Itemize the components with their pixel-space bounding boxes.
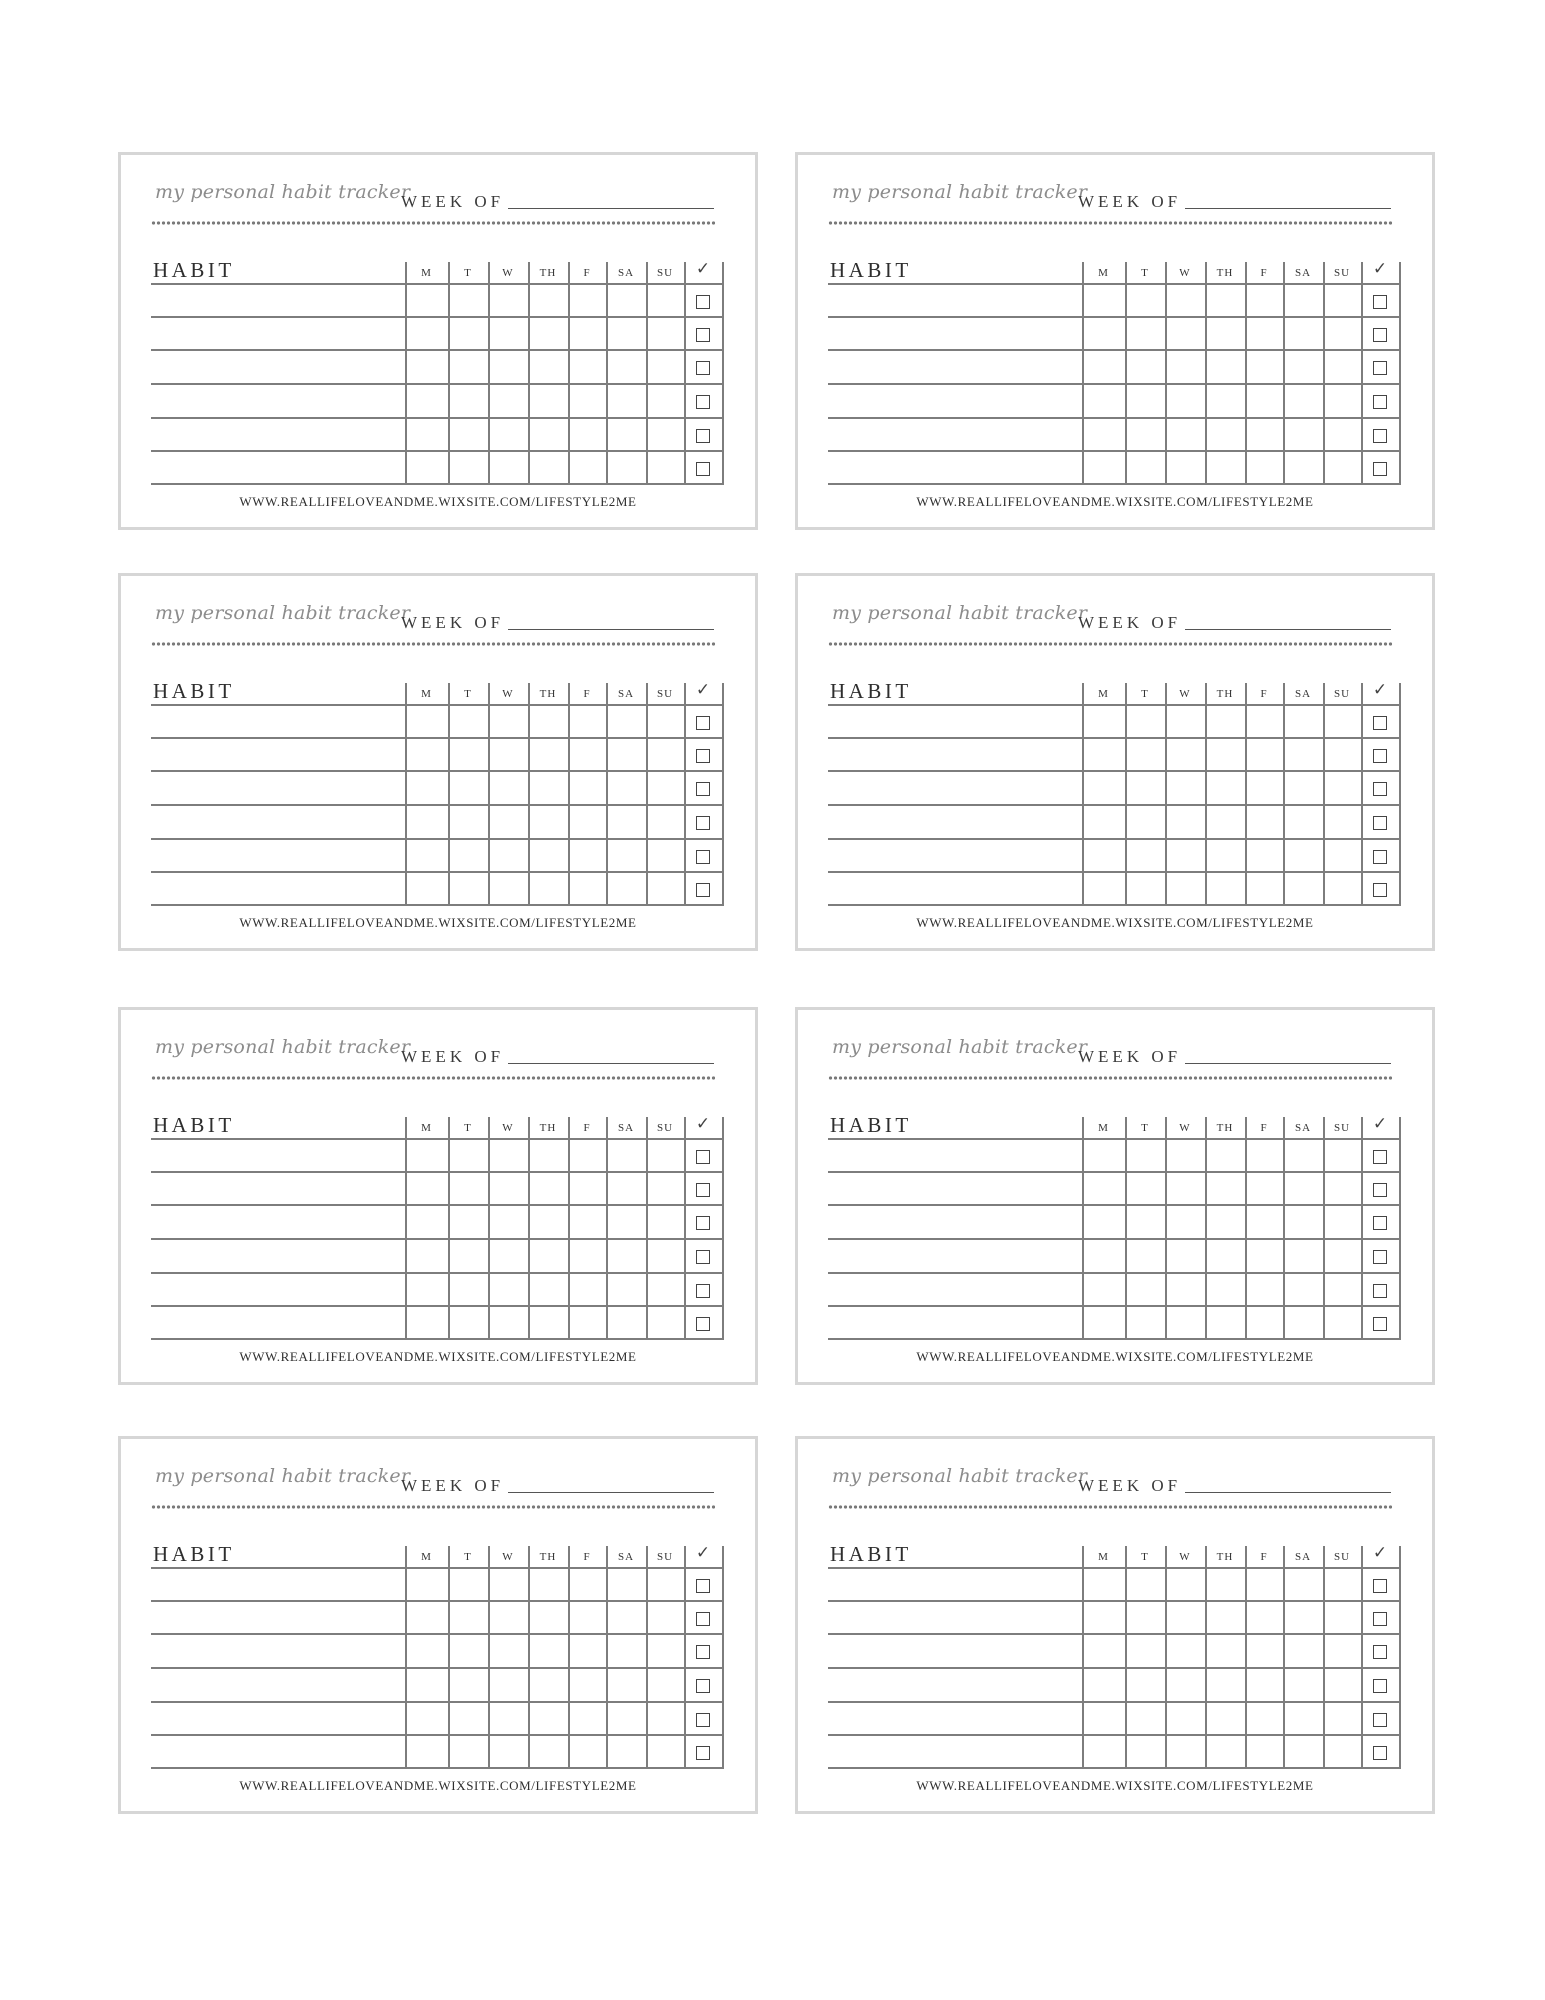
- day-header-w: W: [502, 688, 514, 700]
- grid-column-line: [1283, 262, 1285, 485]
- grid-column-line: [488, 1546, 490, 1769]
- week-of-field[interactable]: [508, 629, 714, 630]
- grid-column-line: [1245, 262, 1247, 485]
- day-header-th: TH: [1216, 1122, 1234, 1134]
- card-title: my personal habit tracker: [832, 602, 1088, 624]
- week-of-label: WEEK OF: [401, 192, 505, 211]
- grid-column-line: [1399, 1117, 1401, 1340]
- day-header-t: T: [1141, 1551, 1149, 1563]
- habit-tracker-card: [795, 573, 1435, 951]
- day-header-t: T: [464, 1551, 472, 1563]
- habit-row-line[interactable]: [151, 1305, 722, 1307]
- day-header-w: W: [502, 1551, 514, 1563]
- grid-column-line: [1283, 1546, 1285, 1769]
- website-url: WWW.REALLIFELOVEANDME.WIXSITE.COM/LIFESTYLE2ME: [916, 494, 1314, 509]
- day-header-m: M: [1098, 688, 1109, 700]
- dotted-divider: [151, 1076, 715, 1080]
- grid-column-line: [1399, 683, 1401, 906]
- grid-column-line: [1125, 1546, 1127, 1769]
- grid-column-line: [405, 683, 407, 906]
- habit-row-line[interactable]: [151, 770, 722, 772]
- done-checkbox[interactable]: [696, 1645, 710, 1659]
- day-header-w: W: [1179, 688, 1191, 700]
- header-rule: [828, 1138, 1399, 1140]
- habit-row-line[interactable]: [828, 770, 1399, 772]
- week-of-field[interactable]: [1185, 1063, 1391, 1064]
- grid-column-line: [1082, 1546, 1084, 1769]
- grid-column-line: [1245, 1546, 1247, 1769]
- done-checkbox[interactable]: [1373, 429, 1387, 443]
- grid-column-line: [722, 683, 724, 906]
- habit-tracker-card: [118, 1007, 758, 1385]
- done-checkbox[interactable]: [1373, 1250, 1387, 1264]
- day-header-su: SU: [656, 1122, 674, 1134]
- week-of-field[interactable]: [508, 1492, 714, 1493]
- grid-column-line: [1082, 683, 1084, 906]
- habit-row-line[interactable]: [828, 871, 1399, 873]
- day-header-f: F: [583, 1122, 591, 1134]
- done-checkbox[interactable]: [1373, 1612, 1387, 1626]
- website-url: WWW.REALLIFELOVEANDME.WIXSITE.COM/LIFESTYLE2ME: [239, 1778, 637, 1793]
- habit-column-header: HABIT: [830, 1542, 912, 1566]
- header-rule: [828, 283, 1399, 285]
- done-checkbox[interactable]: [696, 1317, 710, 1331]
- week-of-label: WEEK OF: [401, 613, 505, 632]
- day-header-w: W: [1179, 1122, 1191, 1134]
- grid-column-line: [1082, 1117, 1084, 1340]
- done-checkbox[interactable]: [696, 1713, 710, 1727]
- dotted-divider: [828, 642, 1392, 646]
- done-checkbox[interactable]: [696, 1284, 710, 1298]
- grid-column-line: [1361, 683, 1363, 906]
- done-checkbox[interactable]: [696, 1746, 710, 1760]
- grid-column-line: [1165, 262, 1167, 485]
- dotted-divider: [828, 1076, 1392, 1080]
- done-checkbox[interactable]: [696, 462, 710, 476]
- website-url: WWW.REALLIFELOVEANDME.WIXSITE.COM/LIFESTYLE2ME: [239, 494, 637, 509]
- done-checkbox[interactable]: [696, 816, 710, 830]
- done-checkbox[interactable]: [696, 716, 710, 730]
- done-checkbox[interactable]: [1373, 1746, 1387, 1760]
- habit-row-line[interactable]: [828, 838, 1399, 840]
- dotted-divider: [151, 221, 715, 225]
- day-header-w: W: [502, 267, 514, 279]
- day-header-su: SU: [656, 1551, 674, 1563]
- grid-column-line: [1082, 262, 1084, 485]
- done-checkbox[interactable]: [1373, 749, 1387, 763]
- week-of-label: WEEK OF: [1078, 613, 1182, 632]
- habit-row-line[interactable]: [828, 1667, 1399, 1669]
- card-title: my personal habit tracker: [832, 1036, 1088, 1058]
- card-title: my personal habit tracker: [155, 602, 411, 624]
- grid-column-line: [1205, 1117, 1207, 1340]
- day-header-sa: SA: [617, 1122, 635, 1134]
- grid-column-line: [1205, 262, 1207, 485]
- grid-column-line: [646, 683, 648, 906]
- habit-row-line[interactable]: [151, 1600, 722, 1602]
- day-header-th: TH: [1216, 267, 1234, 279]
- day-header-w: W: [502, 1122, 514, 1134]
- done-checkbox[interactable]: [1373, 462, 1387, 476]
- done-checkbox[interactable]: [1373, 1284, 1387, 1298]
- done-checkbox[interactable]: [1373, 1216, 1387, 1230]
- grid-column-line: [1283, 1117, 1285, 1340]
- day-header-th: TH: [539, 688, 557, 700]
- done-checkbox[interactable]: [696, 1250, 710, 1264]
- day-header-f: F: [583, 267, 591, 279]
- done-checkbox[interactable]: [1373, 328, 1387, 342]
- done-checkbox[interactable]: [696, 395, 710, 409]
- grid-column-line: [1361, 1117, 1363, 1340]
- habit-row-line[interactable]: [828, 316, 1399, 318]
- day-header-m: M: [1098, 267, 1109, 279]
- day-header-w: W: [1179, 267, 1191, 279]
- grid-column-line: [1323, 1546, 1325, 1769]
- website-url: WWW.REALLIFELOVEANDME.WIXSITE.COM/LIFESTYLE2ME: [239, 915, 637, 930]
- habit-row-line[interactable]: [828, 349, 1399, 351]
- day-header-sa: SA: [617, 688, 635, 700]
- week-of-label: WEEK OF: [1078, 1047, 1182, 1066]
- day-header-sa: SA: [1294, 1551, 1312, 1563]
- dotted-divider: [828, 221, 1392, 225]
- habit-row-line[interactable]: [151, 1272, 722, 1274]
- done-checkbox[interactable]: [1373, 716, 1387, 730]
- grid-column-line: [606, 1546, 608, 1769]
- day-header-f: F: [1260, 688, 1268, 700]
- day-header-f: F: [1260, 267, 1268, 279]
- day-header-th: TH: [539, 1551, 557, 1563]
- day-header-f: F: [1260, 1551, 1268, 1563]
- habit-row-line[interactable]: [828, 1238, 1399, 1240]
- habit-tracker-card: [118, 1436, 758, 1814]
- card-title: my personal habit tracker: [155, 181, 411, 203]
- day-header-sa: SA: [1294, 267, 1312, 279]
- header-rule: [828, 1567, 1399, 1569]
- grid-column-line: [405, 1546, 407, 1769]
- done-column-header-icon: ✓: [695, 259, 711, 279]
- day-header-t: T: [464, 1122, 472, 1134]
- day-header-su: SU: [1333, 688, 1351, 700]
- grid-column-line: [528, 1117, 530, 1340]
- habit-row-line[interactable]: [151, 1701, 722, 1703]
- grid-column-line: [722, 1546, 724, 1769]
- done-checkbox[interactable]: [696, 361, 710, 375]
- habit-column-header: HABIT: [153, 1113, 235, 1137]
- week-of-field[interactable]: [508, 1063, 714, 1064]
- habit-row-line[interactable]: [828, 1305, 1399, 1307]
- habit-row-line[interactable]: [151, 1338, 722, 1340]
- grid-column-line: [1165, 683, 1167, 906]
- day-header-m: M: [421, 1551, 432, 1563]
- grid-column-line: [646, 1546, 648, 1769]
- habit-tracker-card: [795, 152, 1435, 530]
- habit-row-line[interactable]: [828, 1734, 1399, 1736]
- day-header-t: T: [1141, 267, 1149, 279]
- week-of-field[interactable]: [1185, 1492, 1391, 1493]
- header-rule: [151, 1567, 722, 1569]
- habit-column-header: HABIT: [830, 1113, 912, 1137]
- habit-row-line[interactable]: [151, 1204, 722, 1206]
- grid-column-line: [568, 1546, 570, 1769]
- grid-column-line: [448, 1546, 450, 1769]
- grid-column-line: [1165, 1117, 1167, 1340]
- grid-column-line: [528, 262, 530, 485]
- grid-column-line: [1323, 1117, 1325, 1340]
- done-checkbox[interactable]: [1373, 782, 1387, 796]
- done-checkbox[interactable]: [1373, 1183, 1387, 1197]
- grid-column-line: [488, 262, 490, 485]
- grid-column-line: [1125, 1117, 1127, 1340]
- grid-column-line: [646, 1117, 648, 1340]
- day-header-t: T: [1141, 688, 1149, 700]
- grid-column-line: [528, 683, 530, 906]
- habit-row-line[interactable]: [828, 383, 1399, 385]
- day-header-f: F: [583, 1551, 591, 1563]
- grid-column-line: [528, 1546, 530, 1769]
- done-checkbox[interactable]: [1373, 816, 1387, 830]
- grid-column-line: [1323, 683, 1325, 906]
- day-header-su: SU: [1333, 1122, 1351, 1134]
- grid-column-line: [684, 683, 686, 906]
- card-title: my personal habit tracker: [155, 1465, 411, 1487]
- day-header-su: SU: [656, 688, 674, 700]
- grid-column-line: [606, 262, 608, 485]
- dotted-divider: [151, 642, 715, 646]
- grid-column-line: [606, 1117, 608, 1340]
- habit-row-line[interactable]: [828, 1338, 1399, 1340]
- website-url: WWW.REALLIFELOVEANDME.WIXSITE.COM/LIFESTYLE2ME: [916, 1349, 1314, 1364]
- week-of-label: WEEK OF: [1078, 1476, 1182, 1495]
- day-header-th: TH: [539, 267, 557, 279]
- header-rule: [151, 283, 722, 285]
- habit-row-line[interactable]: [828, 1633, 1399, 1635]
- card-title: my personal habit tracker: [832, 1465, 1088, 1487]
- day-header-sa: SA: [617, 267, 635, 279]
- done-checkbox[interactable]: [1373, 361, 1387, 375]
- grid-column-line: [488, 683, 490, 906]
- day-header-su: SU: [656, 267, 674, 279]
- day-header-t: T: [464, 688, 472, 700]
- grid-column-line: [1205, 683, 1207, 906]
- day-header-f: F: [1260, 1122, 1268, 1134]
- habit-tracker-card: [118, 152, 758, 530]
- habit-tracker-card: [795, 1007, 1435, 1385]
- done-checkbox[interactable]: [696, 295, 710, 309]
- grid-column-line: [684, 262, 686, 485]
- card-title: my personal habit tracker: [832, 181, 1088, 203]
- grid-column-line: [1323, 262, 1325, 485]
- day-header-t: T: [1141, 1122, 1149, 1134]
- grid-column-line: [1361, 1546, 1363, 1769]
- day-header-f: F: [583, 688, 591, 700]
- done-column-header-icon: ✓: [1372, 259, 1388, 279]
- day-header-sa: SA: [1294, 688, 1312, 700]
- habit-row-line[interactable]: [828, 1272, 1399, 1274]
- grid-column-line: [1245, 1117, 1247, 1340]
- habit-column-header: HABIT: [830, 258, 912, 282]
- done-column-header-icon: ✓: [1372, 1114, 1388, 1134]
- habit-row-line[interactable]: [151, 450, 722, 452]
- habit-row-line[interactable]: [151, 737, 722, 739]
- week-of-label: WEEK OF: [1078, 192, 1182, 211]
- habit-row-line[interactable]: [151, 1734, 722, 1736]
- habit-row-line[interactable]: [828, 904, 1399, 906]
- done-checkbox[interactable]: [1373, 395, 1387, 409]
- week-of-label: WEEK OF: [401, 1047, 505, 1066]
- habit-row-line[interactable]: [828, 1171, 1399, 1173]
- done-checkbox[interactable]: [1373, 1317, 1387, 1331]
- grid-column-line: [684, 1546, 686, 1769]
- grid-column-line: [448, 262, 450, 485]
- day-header-m: M: [421, 688, 432, 700]
- done-checkbox[interactable]: [696, 1183, 710, 1197]
- grid-column-line: [1399, 262, 1401, 485]
- habit-tracker-card: [795, 1436, 1435, 1814]
- grid-column-line: [1205, 1546, 1207, 1769]
- habit-row-line[interactable]: [151, 838, 722, 840]
- habit-row-line[interactable]: [828, 1767, 1399, 1769]
- habit-row-line[interactable]: [828, 1204, 1399, 1206]
- day-header-m: M: [421, 1122, 432, 1134]
- habit-row-line[interactable]: [151, 316, 722, 318]
- habit-row-line[interactable]: [151, 349, 722, 351]
- habit-row-line[interactable]: [828, 417, 1399, 419]
- header-rule: [151, 1138, 722, 1140]
- day-header-w: W: [1179, 1551, 1191, 1563]
- done-column-header-icon: ✓: [695, 680, 711, 700]
- grid-column-line: [722, 262, 724, 485]
- done-checkbox[interactable]: [1373, 295, 1387, 309]
- grid-column-line: [568, 1117, 570, 1340]
- grid-column-line: [488, 1117, 490, 1340]
- habit-row-line[interactable]: [151, 1667, 722, 1669]
- day-header-th: TH: [1216, 688, 1234, 700]
- done-checkbox[interactable]: [1373, 1679, 1387, 1693]
- day-header-m: M: [1098, 1122, 1109, 1134]
- header-rule: [828, 704, 1399, 706]
- grid-column-line: [448, 1117, 450, 1340]
- habit-column-header: HABIT: [153, 679, 235, 703]
- done-column-header-icon: ✓: [695, 1543, 711, 1563]
- done-checkbox[interactable]: [1373, 1150, 1387, 1164]
- grid-column-line: [1245, 683, 1247, 906]
- card-title: my personal habit tracker: [155, 1036, 411, 1058]
- day-header-t: T: [464, 267, 472, 279]
- header-rule: [151, 704, 722, 706]
- done-checkbox[interactable]: [696, 850, 710, 864]
- done-checkbox[interactable]: [1373, 1713, 1387, 1727]
- done-column-header-icon: ✓: [1372, 680, 1388, 700]
- website-url: WWW.REALLIFELOVEANDME.WIXSITE.COM/LIFESTYLE2ME: [916, 915, 1314, 930]
- day-header-sa: SA: [1294, 1122, 1312, 1134]
- habit-column-header: HABIT: [153, 258, 235, 282]
- day-header-sa: SA: [617, 1551, 635, 1563]
- day-header-th: TH: [1216, 1551, 1234, 1563]
- done-column-header-icon: ✓: [1372, 1543, 1388, 1563]
- grid-column-line: [722, 1117, 724, 1340]
- habit-tracker-card: [118, 573, 758, 951]
- done-checkbox[interactable]: [696, 328, 710, 342]
- grid-column-line: [568, 683, 570, 906]
- habit-row-line[interactable]: [151, 483, 722, 485]
- day-header-su: SU: [1333, 267, 1351, 279]
- habit-row-line[interactable]: [151, 804, 722, 806]
- habit-row-line[interactable]: [828, 483, 1399, 485]
- grid-column-line: [1165, 1546, 1167, 1769]
- habit-column-header: HABIT: [153, 1542, 235, 1566]
- done-checkbox[interactable]: [696, 1579, 710, 1593]
- done-checkbox[interactable]: [696, 749, 710, 763]
- day-header-su: SU: [1333, 1551, 1351, 1563]
- done-checkbox[interactable]: [696, 1216, 710, 1230]
- habit-row-line[interactable]: [151, 1767, 722, 1769]
- habit-row-line[interactable]: [151, 871, 722, 873]
- grid-column-line: [606, 683, 608, 906]
- website-url: WWW.REALLIFELOVEANDME.WIXSITE.COM/LIFESTYLE2ME: [916, 1778, 1314, 1793]
- done-checkbox[interactable]: [696, 782, 710, 796]
- grid-column-line: [1283, 683, 1285, 906]
- habit-row-line[interactable]: [151, 1171, 722, 1173]
- done-checkbox[interactable]: [696, 429, 710, 443]
- grid-column-line: [1399, 1546, 1401, 1769]
- habit-row-line[interactable]: [151, 1633, 722, 1635]
- grid-column-line: [1125, 262, 1127, 485]
- done-checkbox[interactable]: [1373, 883, 1387, 897]
- grid-column-line: [405, 262, 407, 485]
- habit-row-line[interactable]: [828, 1600, 1399, 1602]
- week-of-field[interactable]: [508, 208, 714, 209]
- week-of-field[interactable]: [1185, 629, 1391, 630]
- habit-row-line[interactable]: [828, 737, 1399, 739]
- week-of-field[interactable]: [1185, 208, 1391, 209]
- done-checkbox[interactable]: [1373, 1645, 1387, 1659]
- habit-row-line[interactable]: [828, 450, 1399, 452]
- habit-column-header: HABIT: [830, 679, 912, 703]
- grid-column-line: [568, 262, 570, 485]
- grid-column-line: [1125, 683, 1127, 906]
- grid-column-line: [405, 1117, 407, 1340]
- dotted-divider: [151, 1505, 715, 1509]
- habit-row-line[interactable]: [151, 383, 722, 385]
- day-header-th: TH: [539, 1122, 557, 1134]
- done-checkbox[interactable]: [1373, 1579, 1387, 1593]
- grid-column-line: [684, 1117, 686, 1340]
- habit-row-line[interactable]: [828, 804, 1399, 806]
- done-checkbox[interactable]: [696, 1612, 710, 1626]
- done-checkbox[interactable]: [696, 1150, 710, 1164]
- habit-row-line[interactable]: [151, 417, 722, 419]
- website-url: WWW.REALLIFELOVEANDME.WIXSITE.COM/LIFESTYLE2ME: [239, 1349, 637, 1364]
- done-checkbox[interactable]: [1373, 850, 1387, 864]
- grid-column-line: [646, 262, 648, 485]
- done-column-header-icon: ✓: [695, 1114, 711, 1134]
- habit-row-line[interactable]: [828, 1701, 1399, 1703]
- day-header-m: M: [1098, 1551, 1109, 1563]
- grid-column-line: [1361, 262, 1363, 485]
- habit-row-line[interactable]: [151, 904, 722, 906]
- habit-row-line[interactable]: [151, 1238, 722, 1240]
- done-checkbox[interactable]: [696, 1679, 710, 1693]
- week-of-label: WEEK OF: [401, 1476, 505, 1495]
- day-header-m: M: [421, 267, 432, 279]
- done-checkbox[interactable]: [696, 883, 710, 897]
- grid-column-line: [448, 683, 450, 906]
- dotted-divider: [828, 1505, 1392, 1509]
